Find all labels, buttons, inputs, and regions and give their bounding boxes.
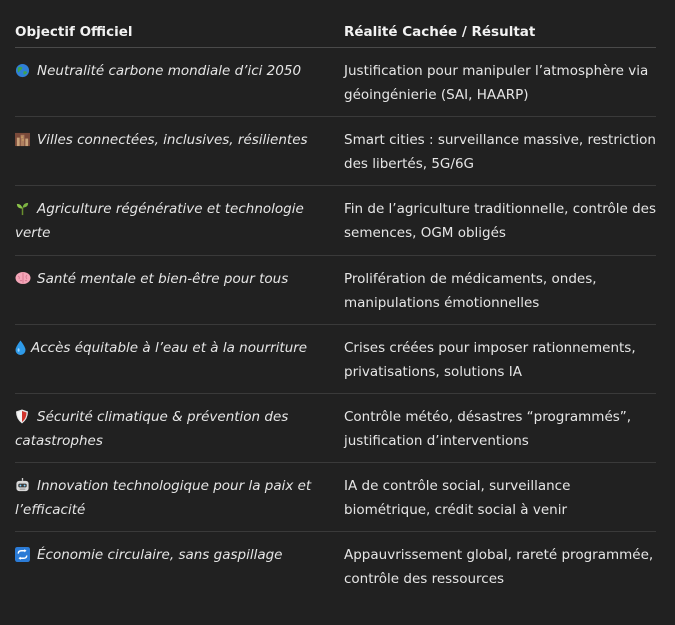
reality-cell: Smart cities : surveillance massive, restriction des libertés, 5G/6G (344, 132, 656, 173)
objective-cell (15, 336, 344, 393)
table-row (15, 256, 656, 325)
reality-cell: Appauvrissement global, rareté programmée, contrôle des ressources (344, 547, 654, 588)
recycle-arrows-icon (15, 547, 31, 561)
reality-cell: IA de contrôle social, surveillance biométrique, crédit social à venir (344, 478, 571, 519)
objective-text: Économie circulaire, sans gaspillage (37, 547, 283, 564)
header-objective: Objectif Officiel (15, 24, 133, 40)
droplet-icon (15, 340, 26, 354)
objective-text: Villes connectées, inclusives, résilientes (37, 132, 308, 149)
objective-text: Agriculture régénérative et technologie verte (15, 201, 304, 242)
table-row (15, 463, 656, 532)
reality-cell: Prolifération de médicaments, ondes, manipulations émotionnelles (344, 270, 597, 311)
objective-cell (15, 267, 344, 324)
table-row (15, 186, 656, 255)
table-row (15, 532, 656, 601)
globe-icon (15, 63, 31, 77)
objective-text: Accès équitable à l’eau et à la nourriture (31, 339, 308, 356)
objective-text: Santé mentale et bien-être pour tous (37, 270, 289, 287)
objective-text: Sécurité climatique & prévention des catastrophes (15, 408, 289, 449)
reality-cell: Justification pour manipuler l’atmosphère via géoingénierie (SAI, HAARP) (344, 63, 649, 103)
shield-icon (15, 409, 31, 423)
robot-icon (15, 478, 31, 492)
table-row (15, 325, 656, 394)
table-row (15, 48, 656, 117)
brain-icon (15, 271, 31, 285)
reality-cell: Fin de l’agriculture traditionnelle, contrôle des semences, OGM obligés (344, 201, 657, 242)
objective-cell (15, 197, 344, 254)
comparison-table (15, 16, 656, 602)
objective-cell (15, 543, 344, 601)
reality-cell: Contrôle météo, désastres “programmés”, justification d’interventions (344, 408, 632, 449)
city-icon (15, 132, 31, 146)
reality-cell: Crises créées pour imposer rationnements, privatisations, solutions IA (344, 339, 636, 380)
seedling-icon (15, 201, 31, 215)
table-row (15, 394, 656, 463)
header-reality: Réalité Cachée / Résultat (344, 24, 536, 40)
objective-text: Innovation technologique pour la paix et l’efficacité (15, 478, 312, 519)
objective-cell (15, 405, 344, 462)
objective-cell (15, 474, 344, 531)
objective-cell (15, 59, 344, 116)
table-header (15, 16, 656, 48)
objective-text: Neutralité carbone mondiale d’ici 2050 (37, 63, 302, 79)
table-row (15, 117, 656, 186)
objective-cell (15, 128, 344, 185)
